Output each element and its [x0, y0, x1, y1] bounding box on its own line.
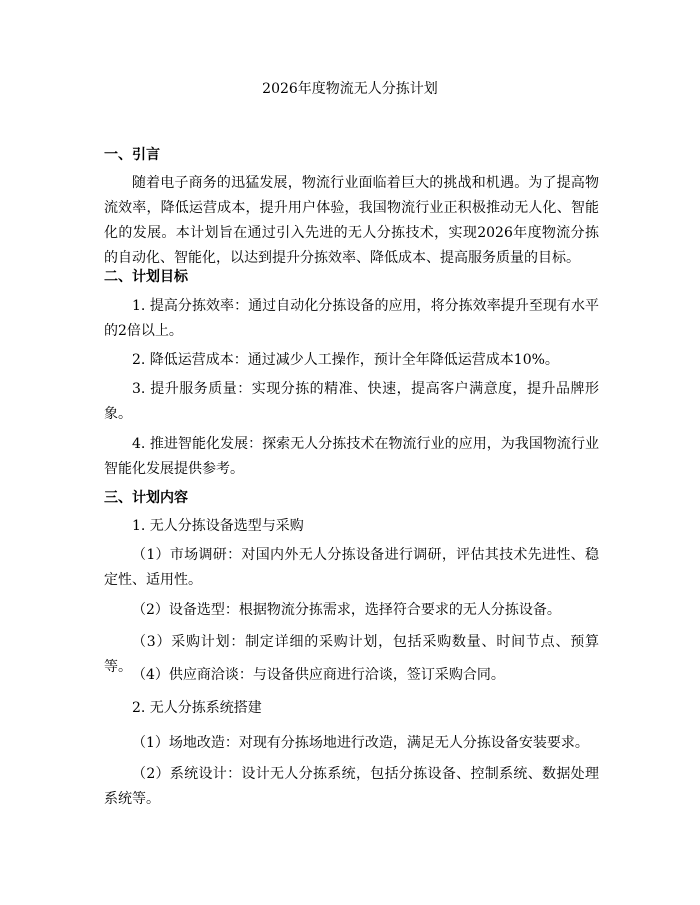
content-item-procurement-plan: （3）采购计划：制定详细的采购计划，包括采购数量、时间节点、预算等。: [104, 634, 599, 675]
goal-item-2: 2. 降低运营成本：通过减少人工操作，预计全年降低运营成本10%。: [132, 352, 559, 368]
goal-item-4: 4. 推进智能化发展：探索无人分拣技术在物流行业的应用，为我国物流行业智能化发展提供参考。: [104, 436, 599, 477]
content-item-equipment-selection: （2）设备选型：根据物流分拣需求，选择符合要求的无人分拣设备。: [132, 602, 561, 618]
goal-item-3: 3. 提升服务质量：实现分拣的精准、快速，提高客户满意度，提升品牌形象。: [104, 381, 599, 422]
content-subheading-2: 2. 无人分拣系统搭建: [132, 700, 262, 716]
content-subheading-1: 1. 无人分拣设备选型与采购: [132, 518, 304, 534]
section-heading-content: 三、计划内容: [104, 490, 188, 506]
goal-item-1: 1. 提高分拣效率：通过自动化分拣设备的应用，将分拣效率提升至现有水平的2倍以上。: [104, 298, 599, 339]
document-title: 2026年度物流无人分拣计划: [262, 81, 438, 97]
content-item-market-research: （1）市场调研：对国内外无人分拣设备进行调研，评估其技术先进性、稳定性、适用性。: [104, 547, 599, 588]
section-heading-goals: 二、计划目标: [104, 269, 188, 285]
content-item-supplier-negotiation: （4）供应商洽谈：与设备供应商进行洽谈，签订采购合同。: [132, 667, 505, 683]
section-heading-introduction: 一、引言: [104, 147, 160, 163]
content-item-site-renovation: （1）场地改造：对现有分拣场地进行改造，满足无人分拣设备安装要求。: [132, 735, 589, 751]
content-item-system-design: （2）系统设计：设计无人分拣系统，包括分拣设备、控制系统、数据处理系统等。: [104, 766, 599, 807]
intro-paragraph: 随着电子商务的迅猛发展，物流行业面临着巨大的挑战和机遇。为了提高物流效率，降低运营成本，提升用户体验，我国物流行业正积极推动无人化、智能化的发展。本计划旨在通过引入先进的无人分拣技术，实现2026年度物流分拣的自动化、智能化，以达到提升分拣效率、降低成本、提高服务质量的目标。: [104, 175, 599, 266]
